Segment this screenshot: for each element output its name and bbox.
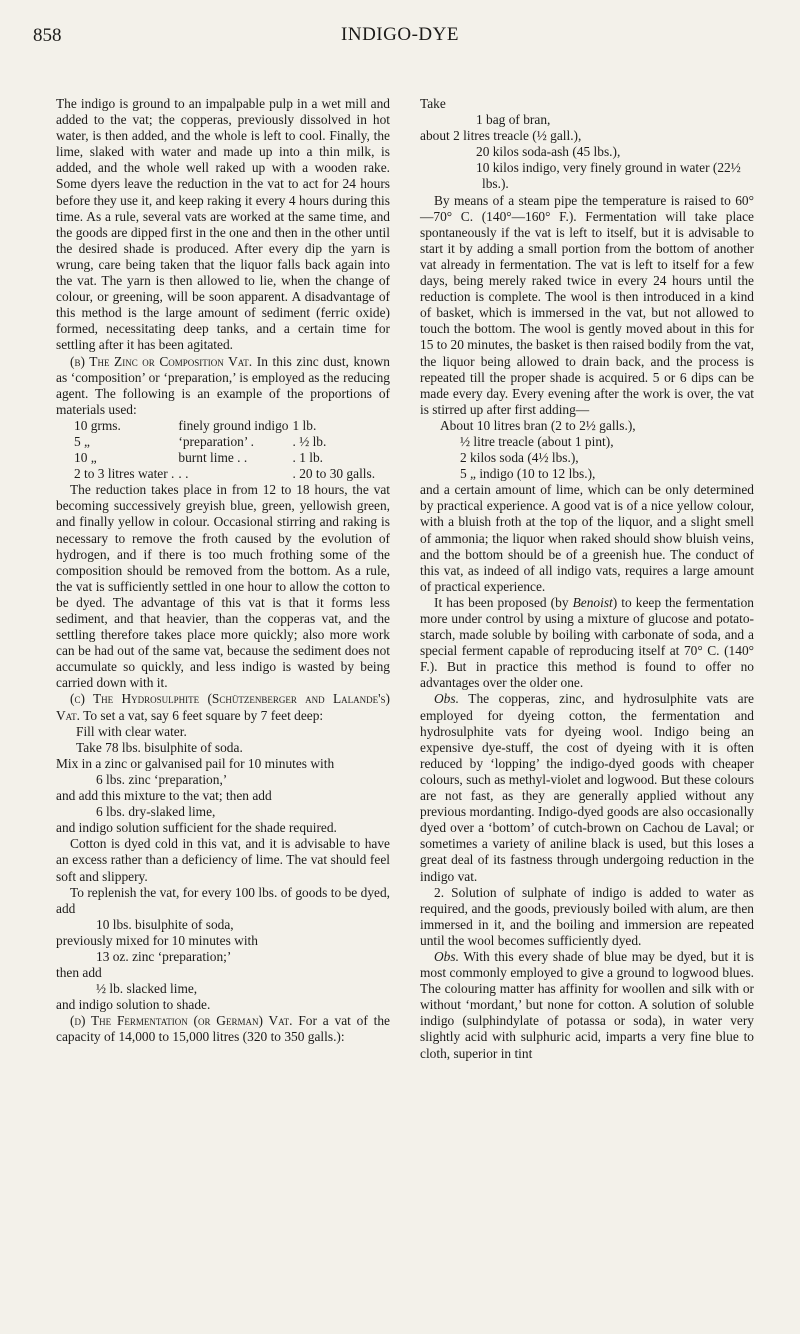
paragraph-replenish: To replenish the vat, for every 100 lbs. of goods to be dyed, add [56, 884, 390, 916]
recipe-line: and indigo solution to shade. [56, 997, 211, 1013]
recipe-line: and add this mixture to the vat; then add [56, 788, 272, 804]
section-fermentation-vat [56, 1013, 390, 1045]
paragraph-good-vat: and a certain amount of lime, which can be only determined by practical experience. A good vat is of a nice yellow colour, with a bluish froth at the top of the liquor, and a slight smell of ammonia; the liquor when raked should show bluish veins, and the bottom should be of a greenish hue. The conduct of this vat, as indeed of all indigo vats, requires a large amount of practical experience. [420, 482, 754, 594]
recipe-take: Take [420, 96, 446, 111]
section-label-c: (c) The Hydrosulphite (Schützenberger and Lalande's) Vat. [56, 691, 390, 723]
table-row [74, 450, 379, 466]
recipe-line: ½ litre treacle (about 1 pint), [460, 433, 614, 449]
recipe-line: Take 78 lbs. bisulphite of soda. [76, 739, 243, 755]
paragraph-copperas-vat: The indigo is ground to an impalpable pulp in a wet mill and added to the vat; the copperas, previously dissolved in hot water, is then added, and the whole is left to cool. Finally, the lime, slaked with water and made up into a thin milk, is added, and the whole well raked up with a wooden rake. Some dyers leave the reduction in the vat to act for 24 hours before they use it, and keep raking it every 4 hours during this time. As a rule, several vats are worked at the same time, and the goods are dipped first in the one and then in the other until the desired shade is produced. After every dip the yarn is wrung, care being taken that the liquor falls back again into the vat. The yarn is then allowed to lie, when the change of colour, or greening, will be soon apparent. A disadvantage of this method is the large amount of sediment (ferric oxide) formed, necessitating deep tanks, and a certain time for settling after it has been agitated. [56, 96, 390, 353]
author-name: Benoist [572, 594, 613, 610]
recipe-line: About 10 litres bran (2 to 2½ galls.), [440, 417, 636, 433]
section-text-b: In this zinc dust, known as ‘composition’ or ‘preparation,’ is employed as the reducing agent. The following is an example of the proportions of materials used: [56, 353, 390, 417]
paragraph-zinc-reduction: The reduction takes place in from 12 to 18 hours, the vat becoming successively greyish blue, green, yellowish green, and finally yellow in colour. Occasional stirring and raking is necessary to remove the froth caused by the evolution of hydrogen, and if there is too much frothing some of the composition should be removed from the bottom. As a rule, the vat is sufficiently settled in one hour to allow the cotton to be dyed. The advantage of this vat is that it forms less sediment, and that heavier, than the copperas vat, and the settling therefore takes place more quickly; also more work can be had out of the same vat, because the sediment does not accumulate so quickly, and less indigo is wasted by being carried down with it. [56, 482, 390, 691]
obs-text: With this every shade of blue may be dyed, but it is most commonly employed to give a ground to logwood blues. The colouring matter has affinity for woollen and silk with or without ‘mordant,’ but none for cotton. A solution of soluble indigo (sulphindylate of potassa or soda), in water very slightly acid with sulphuric acid, imparts a very fine blue to cloth, superior in tint [420, 948, 754, 1061]
section-text-c: To set a vat, say 6 feet square by 7 feet deep: [80, 707, 324, 723]
recipe-line: then add [56, 965, 102, 981]
paragraph-sulphate-solution: 2. Solution of sulphate of indigo is added to water as required, and the goods, previously boiled with alum, are then immersed in it, and the boiling and immersion are repeated until the wool becomes sufficiently dyed. [420, 884, 754, 948]
right-column [420, 96, 754, 1062]
obs-text: The copperas, zinc, and hydrosulphite vats are employed for dyeing cotton, the fermentation and hydrosulphite vats for dyeing wool. Indigo being an expensive dye-stuff, the cost of dyeing with it is often reduced by ‘lopping’ the indigo-dyed goods with cheaper colours, such as methyl-violet and logwood. But these colours are not fast, as they are generally applied without any previous mordanting. Indigo-dyed goods are also occasionally dyed over a ‘bottom’ of cutch-brown on Cachou de Laval; or sometimes a variety of aniline black is used, but this loses a great deal of its fastness through undergoing reduction in the indigo vat. [420, 691, 754, 884]
table-cell: 2 to 3 litres water . [74, 466, 175, 482]
running-head: INDIGO-DYE [341, 24, 459, 45]
table-cell: finely ground indigo [178, 417, 289, 433]
recipe-line: previously mixed for 10 minutes with [56, 932, 258, 948]
page-number: 858 [33, 25, 62, 46]
recipe-line: 2 kilos soda (4½ lbs.), [460, 450, 579, 466]
table-cell: . 1 lb. [292, 450, 324, 466]
section-hydrosulphite-vat [56, 691, 390, 723]
recipe-line: 10 lbs. bisulphite of soda, [96, 916, 234, 932]
section-text-d: For a vat of the capacity of 14,000 to 15,000 litres (320 to 350 galls.): [56, 1013, 390, 1045]
table-row [74, 418, 379, 434]
table-cell: . . [178, 466, 189, 482]
section-label-b: (b) The Zinc or Composition Vat. [70, 353, 253, 369]
zinc-vat-materials [74, 418, 379, 482]
recipe-line: 5 „ indigo (10 to 12 lbs.), [460, 466, 596, 482]
left-column [56, 96, 390, 1046]
paragraph-benoist [420, 595, 754, 692]
recipe-line: 10 kilos indigo, very finely ground in water (22½ lbs.). [476, 160, 741, 192]
recipe-line: 6 lbs. dry-slaked lime, [96, 804, 216, 820]
recipe-line: 1 bag of bran, [476, 112, 551, 128]
table-cell: . ½ lb. [292, 433, 327, 449]
recipe-line: Fill with clear water. [76, 723, 187, 739]
recipe-line: ½ lb. slacked lime, [96, 981, 198, 997]
table-cell: burnt lime . . [178, 450, 248, 466]
recipe-line: Mix in a zinc or galvanised pail for 10 minutes with [56, 755, 335, 771]
table-row [74, 466, 379, 482]
recipe-line: 6 lbs. zinc ‘preparation,’ [96, 771, 228, 787]
table-cell: 10 grms. [74, 417, 121, 433]
paragraph-obs-2 [420, 949, 754, 1062]
table-cell: 5 „ [74, 433, 90, 449]
table-cell: ‘preparation’ . [178, 433, 254, 449]
recipe-line: 13 oz. zinc ‘preparation;’ [96, 948, 232, 964]
recipe-line: 20 kilos soda-ash (45 lbs.), [476, 144, 621, 160]
table-row [74, 434, 379, 450]
text-run: It has been proposed (by [434, 594, 573, 610]
table-cell: 10 „ [74, 450, 97, 466]
recipe-line: about 2 litres treacle (½ gall.), [420, 128, 582, 144]
recipe-line: and indigo solution sufficient for the shade required. [56, 820, 337, 836]
section-label-d: (d) The Fermentation (or German) Vat. [70, 1013, 293, 1029]
obs-label: Obs. [434, 948, 459, 964]
paragraph-obs-1 [420, 691, 754, 884]
table-cell: . 20 to 30 galls. [292, 466, 376, 482]
obs-label: Obs. [434, 691, 459, 707]
paragraph-cotton-dyed-cold: Cotton is dyed cold in this vat, and it is advisable to have an excess rather than a deficiency of lime. The vat should feel soft and slippery. [56, 836, 390, 884]
table-cell: 1 lb. [292, 417, 317, 433]
text-run: ) to keep the fermentation more under control by using a mixture of glucose and potato-starch, made soluble by boiling with carbonate of soda, and a special ferment capable of reproducing itself at 70° C. (140° F.). But in practice this method is found to offer no advantages over the older one. [420, 594, 754, 691]
paragraph-steam-fermentation: By means of a steam pipe the temperature is raised to 60°—70° C. (140°—160° F.). Fermentation will take place spontaneously if the vat is left to itself, but it is advisable to start it by adding a small portion from the bottom of another vat already in fermentation. The vat is left to itself for a few days, being merely raked twice in every 24 hours until the reduction is complete. The wool is then introduced in a kind of basket, which is immersed in the vat, but not allowed to touch the bottom. The wool is gently moved about in this for 15 to 20 minutes, the basket is then raised bodily from the vat, the liquor being allowed to drain back, and the process is repeated till the proper shade is acquired. 5 or 6 dips can be made every day. Every evening after the work is over, the vat is stirred up after first adding— [420, 192, 754, 417]
section-zinc-vat [56, 354, 390, 418]
